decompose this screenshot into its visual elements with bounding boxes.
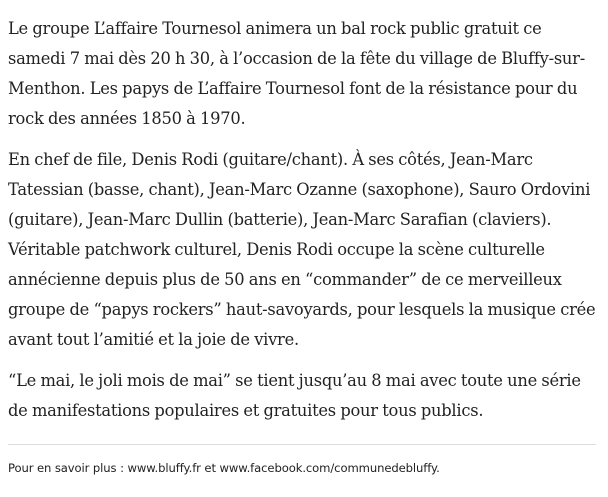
info-footer-text: Pour en savoir plus : www.bluffy.fr et www.facebook.com/communedebluffy.: [8, 461, 440, 475]
article-paragraph-members: En chef de file, Denis Rodi (guitare/chant). À ses côtés, Jean-Marc Tatessian (basse, chant), Jean-Marc Ozanne (saxophone), Sauro Ordovini (guitare), Jean-Marc Dullin (batterie), Jean-Marc Sarafian (claviers). Véritable patchwork culturel, Denis Rodi occupe la scène culturelle annécienne depuis plus de 50 ans en “commander” de ce merveilleux groupe de “papys rockers” haut-savoyards, pour lesquels la musique crée avant tout l’amitié et la joie de vivre.: [8, 150, 596, 349]
article-body: [8, 14, 600, 437]
info-footer: [8, 444, 596, 475]
article-paragraph-intro: Le groupe L’affaire Tournesol animera un bal rock public gratuit ce samedi 7 mai dès 20 h 30, à l’occasion de la fête du village de Bluffy-sur-Menthon. Les papys de L’affaire Tournesol font de la résistance pour du rock des années 1850 à 1970.: [8, 19, 585, 128]
article-paragraph-event: “Le mai, le joli mois de mai” se tient jusqu’au 8 mai avec toute une série de manifestations populaires et gratuites pour tous publics.: [8, 371, 581, 420]
